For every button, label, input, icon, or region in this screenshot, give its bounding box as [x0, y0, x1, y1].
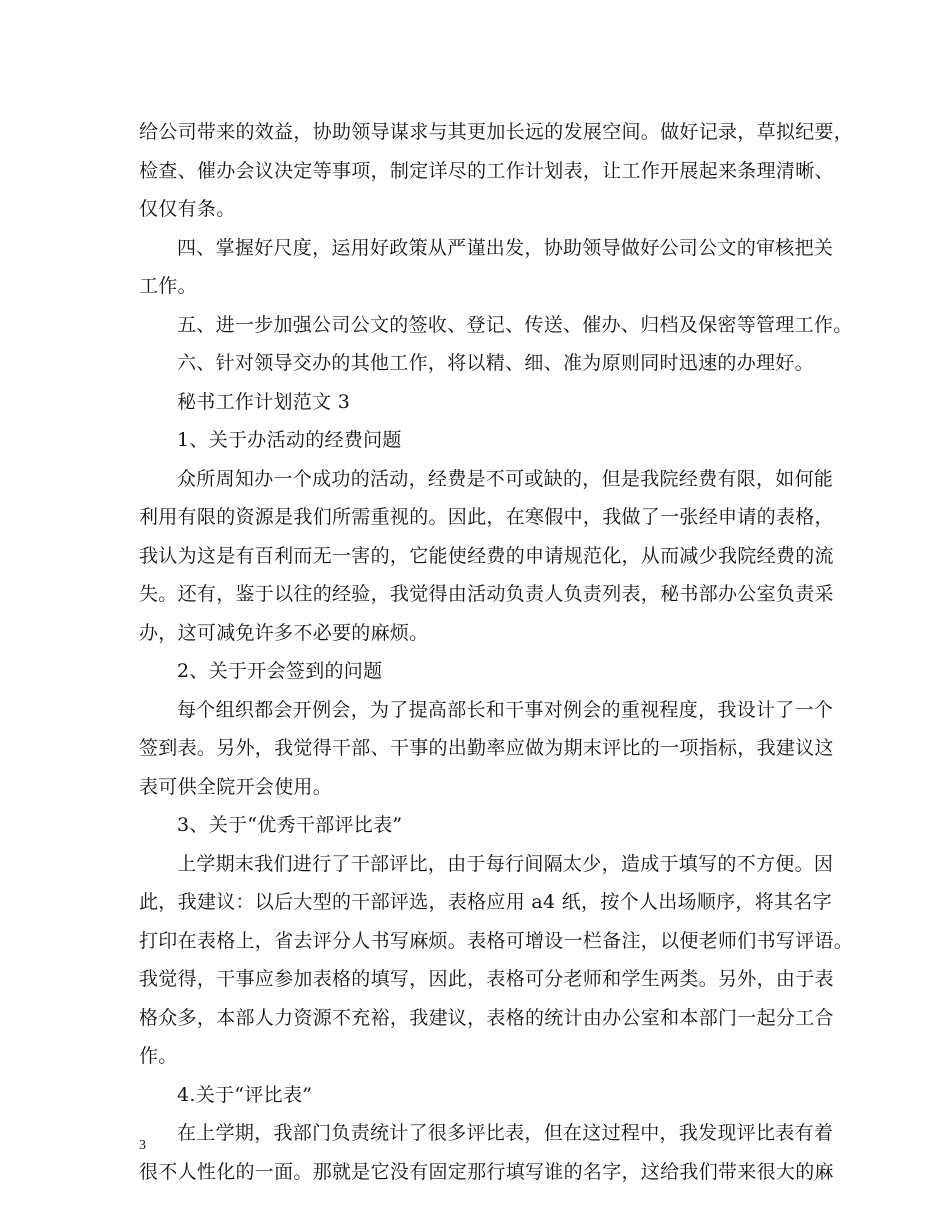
text-line-28: 很不人性化的一面。那就是它没有固定那行填写谁的名字，这给我们带来很大的麻 [139, 1160, 834, 1183]
subheading-activity-funding: 1、关于办活动的经费问题 [177, 429, 402, 451]
document-body [139, 113, 854, 1191]
text-line-23: 我觉得，干事应参加表格的填写，因此，表格可分老师和学生两类。另外，由于表 [139, 968, 834, 990]
section-heading-sample-3: 秘书工作计划范文 3 [177, 390, 351, 413]
text-line-22: 打印在表格上，省去评分人书写麻烦。表格可增设一栏备注，以便老师们书写评语。 [139, 929, 854, 952]
text-line-2: 检查、催办会议决定等事项，制定详尽的工作计划表，让工作开展起来条理清晰、 [139, 159, 834, 182]
text-line-10: 众所周知办一个成功的活动，经费是不可或缺的，但是我院经费有限，如何能 [177, 467, 834, 490]
text-line-24: 格众多，本部人力资源不充裕，我建议，表格的统计由办公室和本部门一起分工合 [139, 1006, 834, 1029]
text-line-18: 表可供全院开会使用。 [139, 775, 333, 798]
subheading-meeting-signin: 2、关于开会签到的问题 [177, 660, 383, 682]
text-line-6: 五、进一步加强公司公文的签收、登记、传送、催办、归档及保密等管理工作。 [177, 313, 853, 336]
text-line-16: 每个组织都会开例会，为了提高部长和干事对例会的重视程度，我设计了一个 [177, 698, 834, 721]
page-number: 3 [139, 1138, 146, 1153]
text-line-27: 在上学期，我部门负责统计了很多评比表，但在这过程中，我发现评比表有着 [177, 1122, 834, 1144]
text-line-12: 我认为这是有百利而无一害的，它能使经费的申请规范化，从而减少我院经费的流 [139, 544, 834, 567]
text-line-20: 上学期末我们进行了干部评比，由于每行间隔太少，造成于填写的不方便。因 [177, 852, 834, 875]
subheading-evaluation-form: 4.关于“评比表” [177, 1083, 313, 1106]
text-line-25: 作。 [139, 1045, 178, 1067]
text-line-13: 失。还有，鉴于以往的经验，我觉得由活动负责人负责列表，秘书部办公室负责采 [139, 583, 834, 605]
text-line-1: 给公司带来的效益，协助领导谋求与其更加长远的发展空间。做好记录，草拟纪要， [139, 121, 854, 143]
text-line-21: 此，我建议：以后大型的干部评选，表格应用 a4 纸，按个人出场顺序，将其名字 [139, 891, 832, 913]
subheading-excellent-cadre-form: 3、关于“优秀干部评比表” [177, 814, 403, 836]
text-line-14: 办，这可减免许多不必要的麻烦。 [139, 621, 429, 644]
text-line-17: 签到表。另外，我觉得干部、干事的出勤率应做为期末评比的一项指标，我建议这 [139, 737, 834, 759]
text-line-4: 四、掌握好尺度，运用好政策从严谨出发，协助领导做好公司公文的审核把关 [177, 236, 834, 259]
text-line-7: 六、针对领导交办的其他工作，将以精、细、准为原则同时迅速的办理好。 [177, 352, 814, 374]
text-line-5: 工作。 [139, 275, 197, 297]
text-line-11: 利用有限的资源是我们所需重视的。因此，在寒假中，我做了一张经申请的表格， [139, 506, 834, 528]
text-line-3: 仅仅有条。 [139, 198, 236, 220]
